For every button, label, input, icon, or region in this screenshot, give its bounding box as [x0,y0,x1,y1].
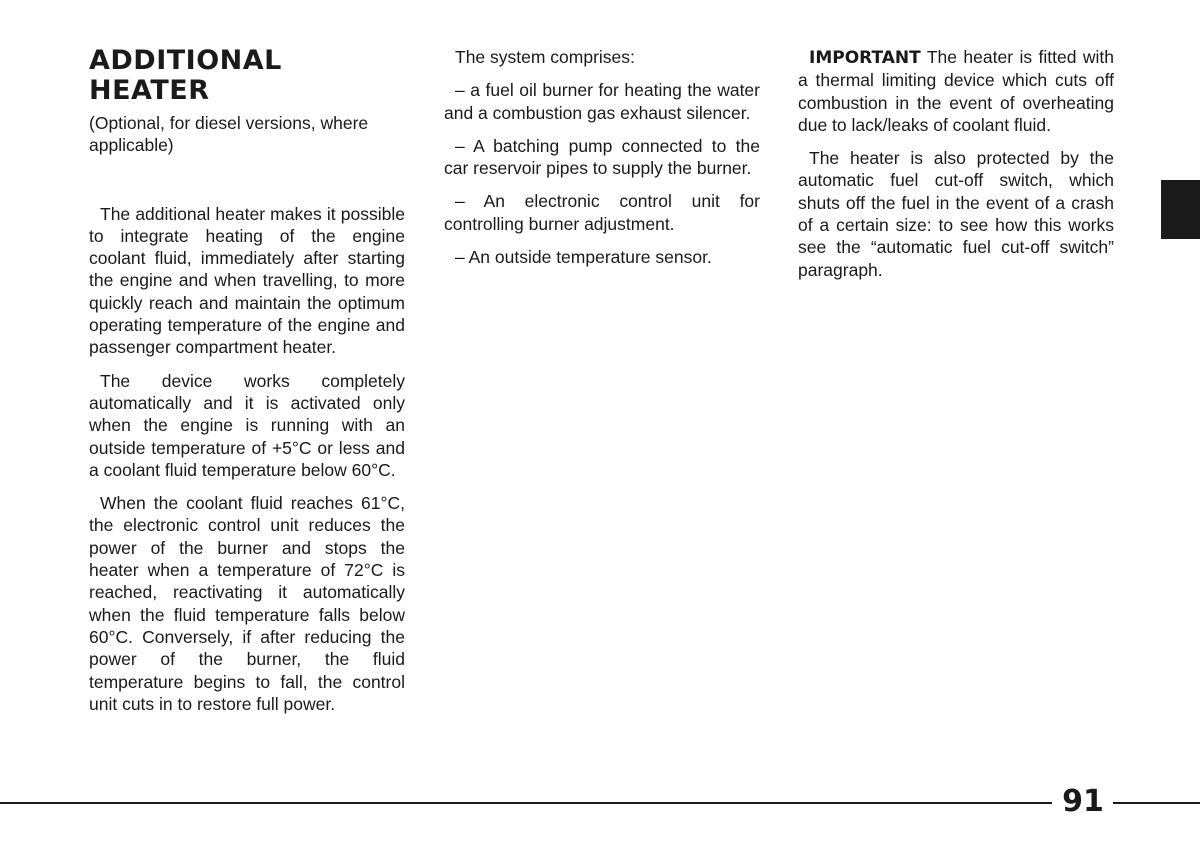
list-item: – An electronic control unit for controlling burner adjustment. [444,191,760,234]
paragraph-intro: The additional heater makes it possible to integrate heating of the engine coolant fluid, immediately after starting the engine and when travelling, to more quickly reach and maintain the optimum operating temperature of the engine and passenger compartment heater. [89,203,405,358]
footer-rule-right [1113,802,1200,804]
important-note [798,46,1114,136]
column-middle [444,46,760,279]
section-subtitle: (Optional, for diesel versions, where applicable) [89,113,369,156]
chapter-tab-marker [1161,180,1200,239]
footer-rule-left [0,802,1052,804]
page-number: 91 [1062,784,1104,819]
important-text: The heater is fitted with a thermal limiting device which cuts off combustion in the event of overheating due to lack/leaks of coolant fluid. [798,47,1115,135]
paragraph-operation: The device works completely automatically and it is activated only when the engine is running with an outside temperature of +5°C or less and a coolant fluid temperature below 60°C. [89,370,405,480]
column-left [89,46,405,726]
paragraph-temperature-control: When the coolant fluid reaches 61°C, the electronic control unit reduces the power of the burner and stops the heater when a temperature of 72°C is reached, reactivating it automatically when the fluid temperature falls below 60°C. Conversely, if after reducing the power of the burner, the fluid temperature begins to fall, the control unit cuts in to restore full power. [89,493,405,714]
list-item: – An outside temperature sensor. [455,247,712,268]
list-item: – A batching pump connected to the car reservoir pipes to supply the burner. [444,135,760,179]
column-right [798,46,1114,292]
section-title: ADDITIONAL HEATER [89,45,282,106]
list-item: – a fuel oil burner for heating the water and a combustion gas exhaust silencer. [444,80,760,123]
important-label: IMPORTANT [809,48,921,68]
paragraph-cutoff-switch: The heater is also protected by the automatic fuel cut-off switch, which shuts off the fuel in the event of a crash of a certain size: to see how this works see the “automatic fuel cut-off switch” paragraph. [798,148,1114,280]
system-intro: The system comprises: [455,47,635,67]
